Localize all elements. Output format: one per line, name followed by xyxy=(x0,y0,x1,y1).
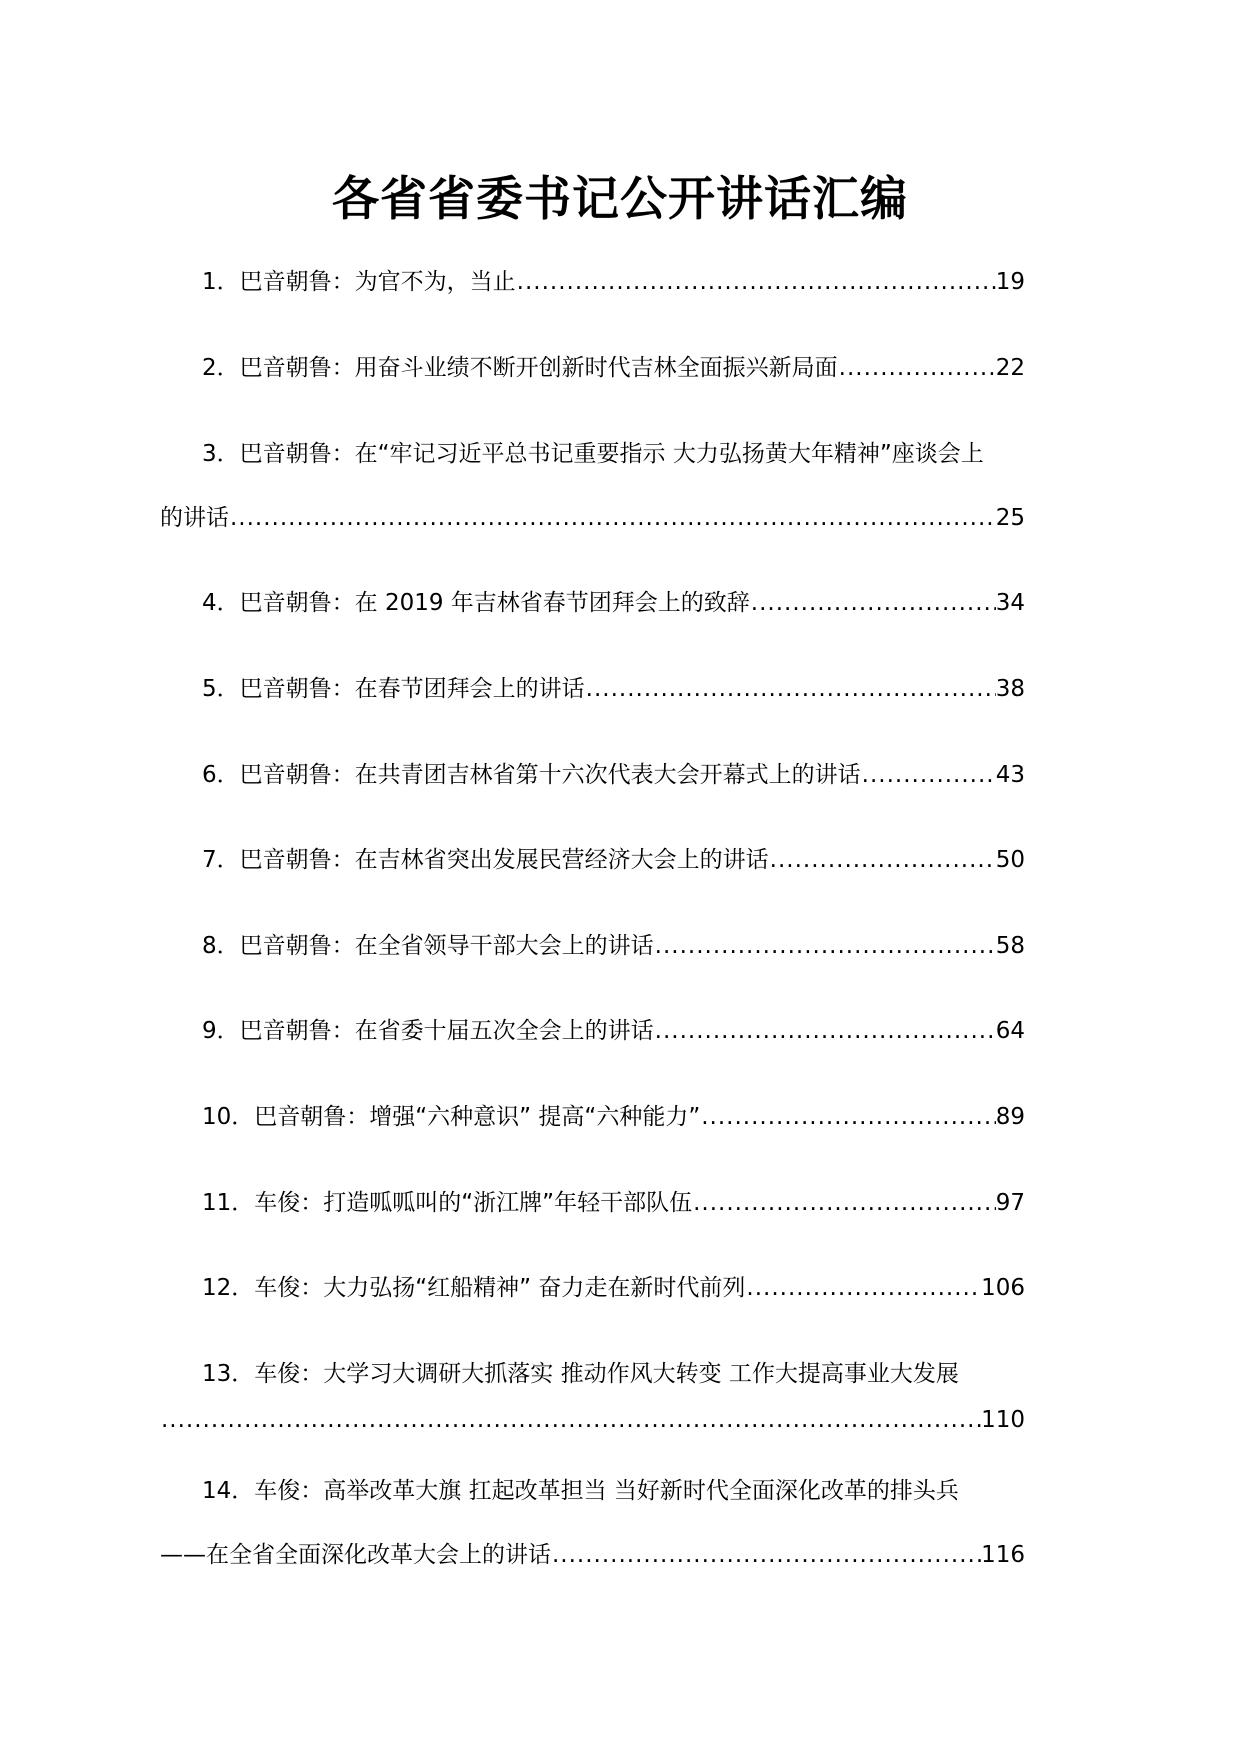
toc-entry-text: 5．巴音朝鲁：在春节团拜会上的讲话 xyxy=(202,676,585,702)
toc-entry-text: ——在全省全面深化改革大会上的讲话 xyxy=(160,1542,551,1568)
toc-entry-13-line-2[interactable] xyxy=(160,1400,1025,1440)
toc-entry-text: 12．车俊：大力弘扬“红船精神” 奋力走在新时代前列 xyxy=(202,1275,746,1301)
toc-page-number: 19 xyxy=(995,269,1025,295)
toc-page-number: 116 xyxy=(981,1542,1025,1568)
toc-page-number: 110 xyxy=(981,1407,1025,1433)
toc-entry-12[interactable] xyxy=(160,1268,1025,1308)
toc-dot-leader xyxy=(160,1400,981,1440)
toc-entry-text: 4．巴音朝鲁：在 2019 年吉林省春节团拜会上的致辞 xyxy=(202,590,750,616)
toc-dot-leader xyxy=(769,840,996,880)
toc-entry-1[interactable] xyxy=(160,262,1025,302)
toc-dot-leader xyxy=(654,926,996,966)
toc-entry-10[interactable] xyxy=(160,1097,1025,1137)
toc-page-number: 38 xyxy=(995,676,1025,702)
toc-entry-text: 2．巴音朝鲁：用奋斗业绩不断开创新时代吉林全面振兴新局面 xyxy=(202,355,838,381)
toc-dot-leader xyxy=(692,1183,996,1223)
toc-dot-leader xyxy=(745,1268,981,1308)
toc-entry-text: 10．巴音朝鲁：增强“六种意识” 提高“六种能力” xyxy=(202,1104,701,1130)
toc-entry-text: 1．巴音朝鲁：为官不为，当止 xyxy=(202,269,516,295)
toc-dot-leader xyxy=(861,755,996,795)
toc-dot-leader xyxy=(516,262,996,302)
toc-entry-7[interactable] xyxy=(160,840,1025,880)
toc-entry-14-line-2[interactable] xyxy=(160,1535,1025,1575)
toc-entry-text: 14．车俊：高举改革大旗 扛起改革担当 当好新时代全面深化改革的排头兵 xyxy=(202,1478,959,1504)
toc-page-number: 34 xyxy=(995,590,1025,616)
toc-entry-text: 8．巴音朝鲁：在全省领导干部大会上的讲话 xyxy=(202,933,654,959)
toc-dot-leader xyxy=(654,1011,996,1051)
toc-entry-text: 11．车俊：打造呱呱叫的“浙江牌”年轻干部队伍 xyxy=(202,1190,693,1216)
toc-page-number: 106 xyxy=(981,1275,1025,1301)
toc-entry-2[interactable] xyxy=(160,348,1025,388)
toc-page-number: 22 xyxy=(995,355,1025,381)
toc-entry-text: 的讲话 xyxy=(160,505,229,531)
toc-entry-13-line-1[interactable] xyxy=(160,1354,1090,1394)
toc-entry-8[interactable] xyxy=(160,926,1025,966)
toc-page-number: 25 xyxy=(995,505,1025,531)
toc-dot-leader xyxy=(585,669,996,709)
toc-entry-6[interactable] xyxy=(160,755,1025,795)
toc-entry-text: 6．巴音朝鲁：在共青团吉林省第十六次代表大会开幕式上的讲话 xyxy=(202,762,861,788)
toc-entry-9[interactable] xyxy=(160,1011,1025,1051)
toc-entry-3-line-1[interactable] xyxy=(160,434,1090,474)
toc-entry-5[interactable] xyxy=(160,669,1025,709)
toc-dot-leader xyxy=(838,348,996,388)
toc-entry-11[interactable] xyxy=(160,1183,1025,1223)
toc-page-number: 58 xyxy=(995,933,1025,959)
toc-page-number: 89 xyxy=(995,1104,1025,1130)
toc-entry-4[interactable] xyxy=(160,583,1025,623)
document-title: 各省省委书记公开讲话汇编 xyxy=(332,172,908,227)
toc-dot-leader xyxy=(750,583,996,623)
toc-entry-text: 7．巴音朝鲁：在吉林省突出发展民营经济大会上的讲话 xyxy=(202,847,769,873)
toc-dot-leader xyxy=(551,1535,981,1575)
toc-entry-14-line-1[interactable] xyxy=(160,1471,1090,1511)
toc-entry-text: 3．巴音朝鲁：在“牢记习近平总书记重要指示 大力弘扬黄大年精神”座谈会上 xyxy=(202,441,984,467)
toc-page-number: 97 xyxy=(995,1190,1025,1216)
toc-entry-text: 9．巴音朝鲁：在省委十届五次全会上的讲话 xyxy=(202,1018,654,1044)
toc-page-number: 50 xyxy=(995,847,1025,873)
toc-entry-text: 13．车俊：大学习大调研大抓落实 推动作风大转变 工作大提高事业大发展 xyxy=(202,1361,959,1387)
toc-page-number: 64 xyxy=(995,1018,1025,1044)
toc-entry-3-line-2[interactable] xyxy=(160,498,1025,538)
toc-dot-leader xyxy=(229,498,996,538)
toc-dot-leader xyxy=(700,1097,995,1137)
toc-page-number: 43 xyxy=(995,762,1025,788)
